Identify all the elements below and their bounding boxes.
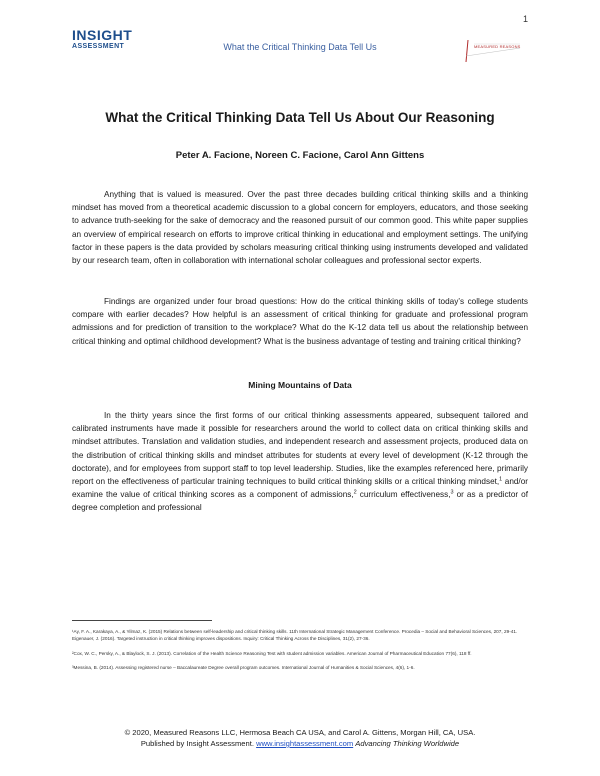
footnote-1: ¹Ay, F. A., Karakaya, A., & Yilmaz, K. (2015) Relations between self-leadership and critical thinking skills. 11th International Strategic Management Conference. Procedia – Social and Behavioral Sciences, 207, 29-41. Eigenauer, J. (2016). Targeted instruction in critical thinking improves dispositions. Inquiry: Critical Thinking Across the Disciplines, 31(2), 27-36. (72, 629, 518, 642)
logo-main-text: INSIGHT (72, 27, 133, 43)
paragraph-3-part-d: or as a predictor of degree completion and professional (72, 490, 528, 513)
paragraph-3-part-c: curriculum effectiveness, (356, 490, 451, 500)
page-number: 1 (522, 14, 528, 24)
copyright-line: © 2020, Measured Reasons LLC, Hermosa Beach CA USA, and Carol A. Gittens, Morgan Hill, CA, USA. (124, 728, 476, 737)
footnote-ref-3[interactable]: 3 (450, 489, 454, 496)
footnote-2: ²Cox, W. C., Persky, A., & Blaylock, S. J. (2013). Correlation of the Health Science Reasoning Test with student admission variables. American Journal of Pharmaceutical Education 77(6), 118 ff. (72, 650, 472, 656)
authors: Peter A. Facione, Noreen C. Facione, Carol Ann Gittens (175, 150, 425, 161)
section-heading: Mining Mountains of Data (248, 380, 352, 390)
published-by: Published by Insight Assessment. (140, 739, 254, 748)
paragraph-2 (72, 295, 528, 348)
measured-reasons-logo-icon (454, 36, 532, 66)
paragraph-2-text: Findings are organized under four broad questions: How do the critical thinking skills of today’s college students compare with earlier decades? How helpful is an assessment of critical thinking for graduate and professional program admissions and for prediction of transition to the workplace? What do the K-12 data tell us about the relationship between critical thinking and optimal childhood development? What is the business advantage of testing and training critical thinking? (72, 297, 528, 346)
running-header-title: What the Critical Thinking Data Tell Us (223, 42, 377, 52)
paragraph-1-text: Anything that is valued is measured. Over the past three decades building critical thinking skills and a thinking mindset has moved from a theoretical academic discussion to a global concern for employers, educators, and those seeking to advance truth-seeking for the sake of democracy and the reasoned pursuit of our common good. This white paper supplies an overview of empirical research on efforts to improve critical thinking in educational and employment settings. The unifying factor in these papers is the data provided by scholars measuring critical thinking using instruments developed and validated by our research team, often in collaboration with international scholar colleagues and professional sector experts. (72, 190, 528, 266)
paragraph-1 (72, 188, 528, 267)
paragraph-3-part-a: In the thirty years since the first forms of our critical thinking assessments appeared, subsequent tailored and calibrated instruments have made it possible for researchers around the world to collect data on critical thinking skills and mindset attributes. Translation and validation studies, and independent research and assessment projects, produced data on the distribution of critical thinking skills and mindset attributes for students at every level of development (K-12 through the doctorate), and for employees from support staff to top level leadership. Studies, like the examples referenced here, primarily report on the effectiveness of particular training techniques to build critical thinking skills or a critical thinking mindset, (72, 411, 528, 487)
logo-sub-text: ASSESSMENT (72, 43, 125, 50)
paragraph-3 (72, 409, 528, 515)
footnote-3: ³Messina, B. (2014). Assessing registered nurse – Baccalaureate Degree overall program outcomes. International Journal of Humanities & Social Sciences, 4(6), 1-6. (72, 665, 415, 671)
partner-logo-text: MEASURED REASONS (474, 44, 521, 49)
page-footer (0, 727, 600, 749)
footnote-divider (72, 620, 212, 621)
document-title: What the Critical Thinking Data Tell Us About Our Reasoning (105, 110, 495, 125)
footnote-ref-2[interactable]: 2 (353, 489, 357, 496)
website-link[interactable]: www.insightassessment.com (256, 739, 354, 748)
footnotes (72, 628, 528, 679)
footnote-ref-1[interactable]: 1 (499, 476, 503, 483)
paragraph-3-part-b: and/or examine the value of critical thinking scores as a component of admissions, (72, 477, 528, 500)
publisher-line (0, 738, 600, 749)
tagline: Advancing Thinking Worldwide (355, 739, 460, 748)
paragraph-3-text (72, 409, 528, 515)
